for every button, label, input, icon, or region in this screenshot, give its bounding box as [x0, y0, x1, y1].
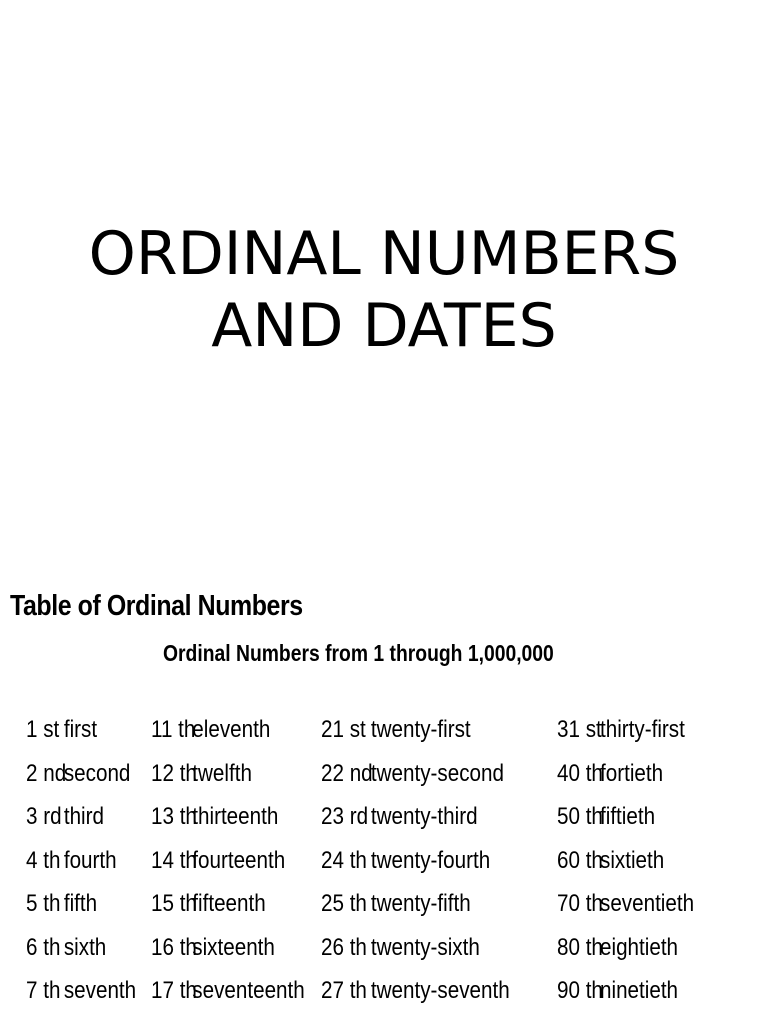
ordinal-number: 7 th	[26, 977, 61, 1004]
ordinal-number: 50 th	[557, 803, 603, 830]
ordinal-row	[151, 926, 305, 970]
ordinal-word: sixteenth	[192, 933, 275, 961]
ordinal-number: 26 th	[321, 933, 367, 961]
ordinal-column-3	[321, 708, 540, 1013]
ordinal-number: 40 th	[557, 759, 603, 787]
ordinal-word: seventh	[63, 977, 137, 1004]
ordinal-row	[151, 795, 305, 839]
ordinal-word: fiftieth	[600, 803, 656, 830]
ordinal-row	[321, 926, 510, 970]
ordinal-number: 15 th	[151, 890, 197, 917]
ordinal-row	[557, 882, 694, 926]
ordinal-table	[0, 708, 768, 1024]
ordinal-word: eleventh	[192, 716, 271, 743]
table-title: Table of Ordinal Numbers	[10, 590, 303, 622]
ordinal-word: fifth	[63, 890, 98, 917]
ordinal-row	[321, 795, 510, 839]
ordinal-number: 21 st	[321, 716, 366, 743]
ordinal-word: seventieth	[600, 890, 695, 917]
ordinal-word: fifteenth	[192, 890, 266, 917]
ordinal-number: 27 th	[321, 977, 367, 1004]
ordinal-column-4	[557, 708, 716, 1013]
ordinal-word: twenty-third	[370, 803, 478, 830]
ordinal-number: 1 st	[26, 716, 60, 743]
ordinal-number: 31 st	[557, 716, 602, 743]
ordinal-row	[26, 795, 136, 839]
ordinal-number: 23 rd	[321, 803, 369, 830]
ordinal-word: seventeenth	[192, 977, 305, 1004]
ordinal-number: 4 th	[26, 846, 61, 874]
ordinal-word: first	[63, 716, 98, 743]
ordinal-number: 13 th	[151, 803, 197, 830]
ordinal-number: 3 rd	[26, 803, 62, 830]
ordinal-word: thirty-first	[600, 716, 685, 743]
ordinal-row	[151, 708, 305, 752]
ordinal-word: twenty-fourth	[370, 846, 491, 874]
slide-title-line-1: ORDINAL NUMBERS	[88, 219, 680, 289]
ordinal-row	[557, 795, 694, 839]
ordinal-word: sixtieth	[600, 846, 665, 874]
ordinal-word: ninetieth	[600, 977, 679, 1004]
ordinal-word: twenty-first	[370, 716, 471, 743]
ordinal-column-1	[26, 708, 154, 1013]
ordinal-number: 16 th	[151, 933, 197, 961]
ordinal-word: sixth	[63, 933, 107, 961]
ordinal-number: 90 th	[557, 977, 603, 1004]
ordinal-number: 22 nd	[321, 759, 373, 787]
ordinal-word: twenty-fifth	[370, 890, 471, 917]
ordinal-number: 24 th	[321, 846, 367, 874]
ordinal-row	[557, 839, 694, 883]
ordinal-row	[26, 969, 136, 1013]
ordinal-word: fourteenth	[192, 846, 286, 874]
ordinal-number: 14 th	[151, 846, 197, 874]
ordinal-number: 5 th	[26, 890, 61, 917]
ordinal-row	[26, 708, 136, 752]
ordinal-row	[321, 708, 510, 752]
ordinal-word: fourth	[63, 846, 117, 874]
ordinal-row	[151, 752, 305, 796]
ordinal-row	[151, 882, 305, 926]
ordinal-row	[321, 839, 510, 883]
slide-title	[0, 218, 768, 362]
ordinal-number: 11 th	[151, 716, 196, 743]
ordinal-word: thirteenth	[192, 803, 279, 830]
ordinal-row	[557, 926, 694, 970]
ordinal-row	[26, 752, 136, 796]
ordinal-number: 70 th	[557, 890, 603, 917]
ordinal-column-2	[151, 708, 330, 1013]
ordinal-number: 2 nd	[26, 759, 67, 787]
ordinal-row	[151, 969, 305, 1013]
ordinal-row	[321, 969, 510, 1013]
ordinal-number: 6 th	[26, 933, 61, 961]
ordinal-word: twenty-sixth	[370, 933, 480, 961]
ordinal-row	[557, 969, 694, 1013]
ordinal-row	[557, 752, 694, 796]
ordinal-row	[557, 708, 694, 752]
ordinal-row	[26, 839, 136, 883]
ordinal-row	[26, 882, 136, 926]
ordinal-number: 60 th	[557, 846, 603, 874]
slide-title-line-2: AND DATES	[211, 291, 557, 361]
table-subtitle: Ordinal Numbers from 1 through 1,000,000	[163, 640, 554, 666]
ordinal-word: twenty-seventh	[370, 977, 510, 1004]
ordinal-number: 25 th	[321, 890, 367, 917]
ordinal-row	[321, 882, 510, 926]
ordinal-row	[26, 926, 136, 970]
ordinal-row	[321, 752, 510, 796]
ordinal-word: second	[63, 759, 131, 787]
ordinal-word: twenty-second	[370, 759, 504, 787]
ordinal-row	[151, 839, 305, 883]
ordinal-word: twelfth	[192, 759, 252, 787]
ordinal-number: 17 th	[151, 977, 197, 1004]
ordinal-word: third	[63, 803, 104, 830]
ordinal-word: eightieth	[600, 933, 679, 961]
ordinal-number: 12 th	[151, 759, 197, 787]
ordinal-number: 80 th	[557, 933, 603, 961]
ordinal-word: fortieth	[600, 759, 664, 787]
